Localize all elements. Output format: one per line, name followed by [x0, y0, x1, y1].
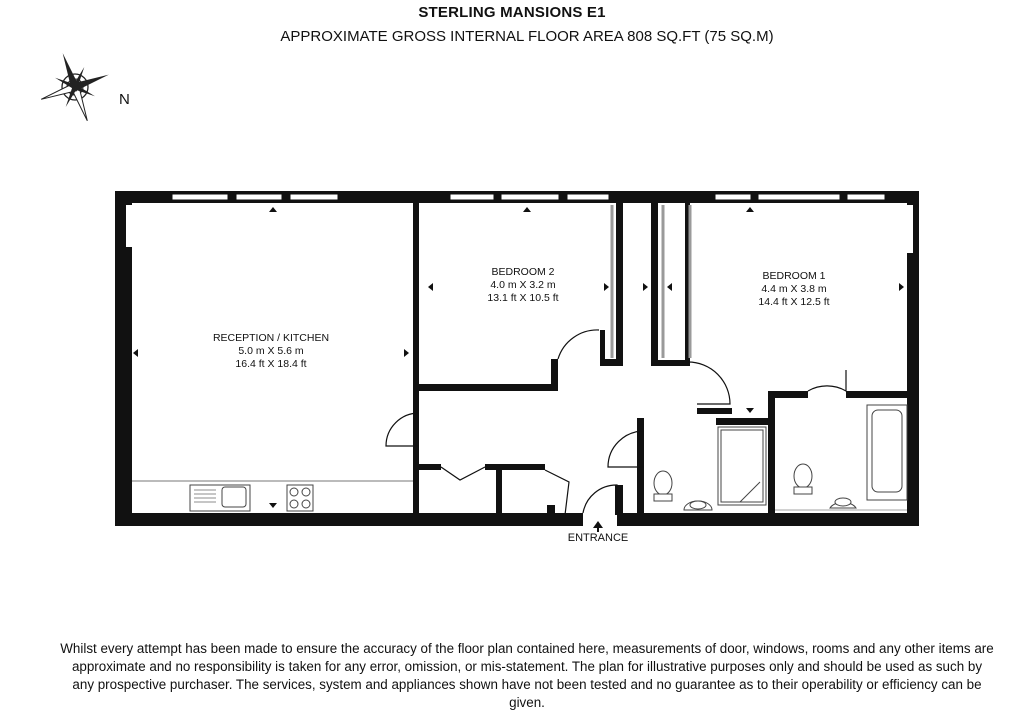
room-name: RECEPTION / KITCHEN	[212, 332, 330, 344]
side-window-notches	[126, 205, 913, 253]
room-label-bedroom-2	[487, 266, 558, 304]
room-label-bedroom-1	[758, 270, 829, 308]
room-imperial: 14.4 ft X 12.5 ft	[758, 296, 830, 308]
room-name: BEDROOM 1	[762, 270, 826, 282]
room-metric: 4.4 m X 3.8 m	[761, 283, 827, 295]
entrance-label: ENTRANCE	[567, 532, 629, 544]
toilet-icon	[794, 464, 812, 494]
room-label-reception	[213, 332, 329, 370]
entrance-arrow-icon	[593, 521, 603, 532]
room-metric: 4.0 m X 3.2 m	[490, 279, 556, 291]
room-imperial: 13.1 ft X 10.5 ft	[487, 292, 559, 304]
room-name: BEDROOM 2	[491, 266, 555, 278]
plan-title: STERLING MANSIONS E1	[418, 4, 606, 21]
hob-icon	[287, 485, 313, 511]
toilet-icon	[654, 471, 672, 501]
washbasin-icon	[684, 501, 712, 510]
disclaimer-text: Whilst every attempt has been made to ensure the accuracy of the floor plan contained here, measurements of door, windows, rooms and any other items are approximate and no responsibility is taken for any error, omission, or mis-statement. The plan for illustrative purposes only and should be used as such by any prospective purchaser. The services, system and appliances shown have not been tested and no guarantee as to their operability or efficiency can be given.	[60, 641, 994, 710]
compass-north-label: N	[119, 91, 130, 108]
shower-icon	[718, 427, 766, 505]
room-metric: 5.0 m X 5.6 m	[238, 345, 304, 357]
washbasin-icon	[830, 498, 856, 508]
bathtub-icon	[867, 405, 907, 500]
floor-area-subtitle: APPROXIMATE GROSS INTERNAL FLOOR AREA 808 SQ.FT (75 SQ.M)	[280, 28, 774, 45]
compass-rose-icon	[29, 41, 121, 133]
windows	[172, 194, 885, 200]
room-imperial: 16.4 ft X 18.4 ft	[235, 358, 307, 370]
